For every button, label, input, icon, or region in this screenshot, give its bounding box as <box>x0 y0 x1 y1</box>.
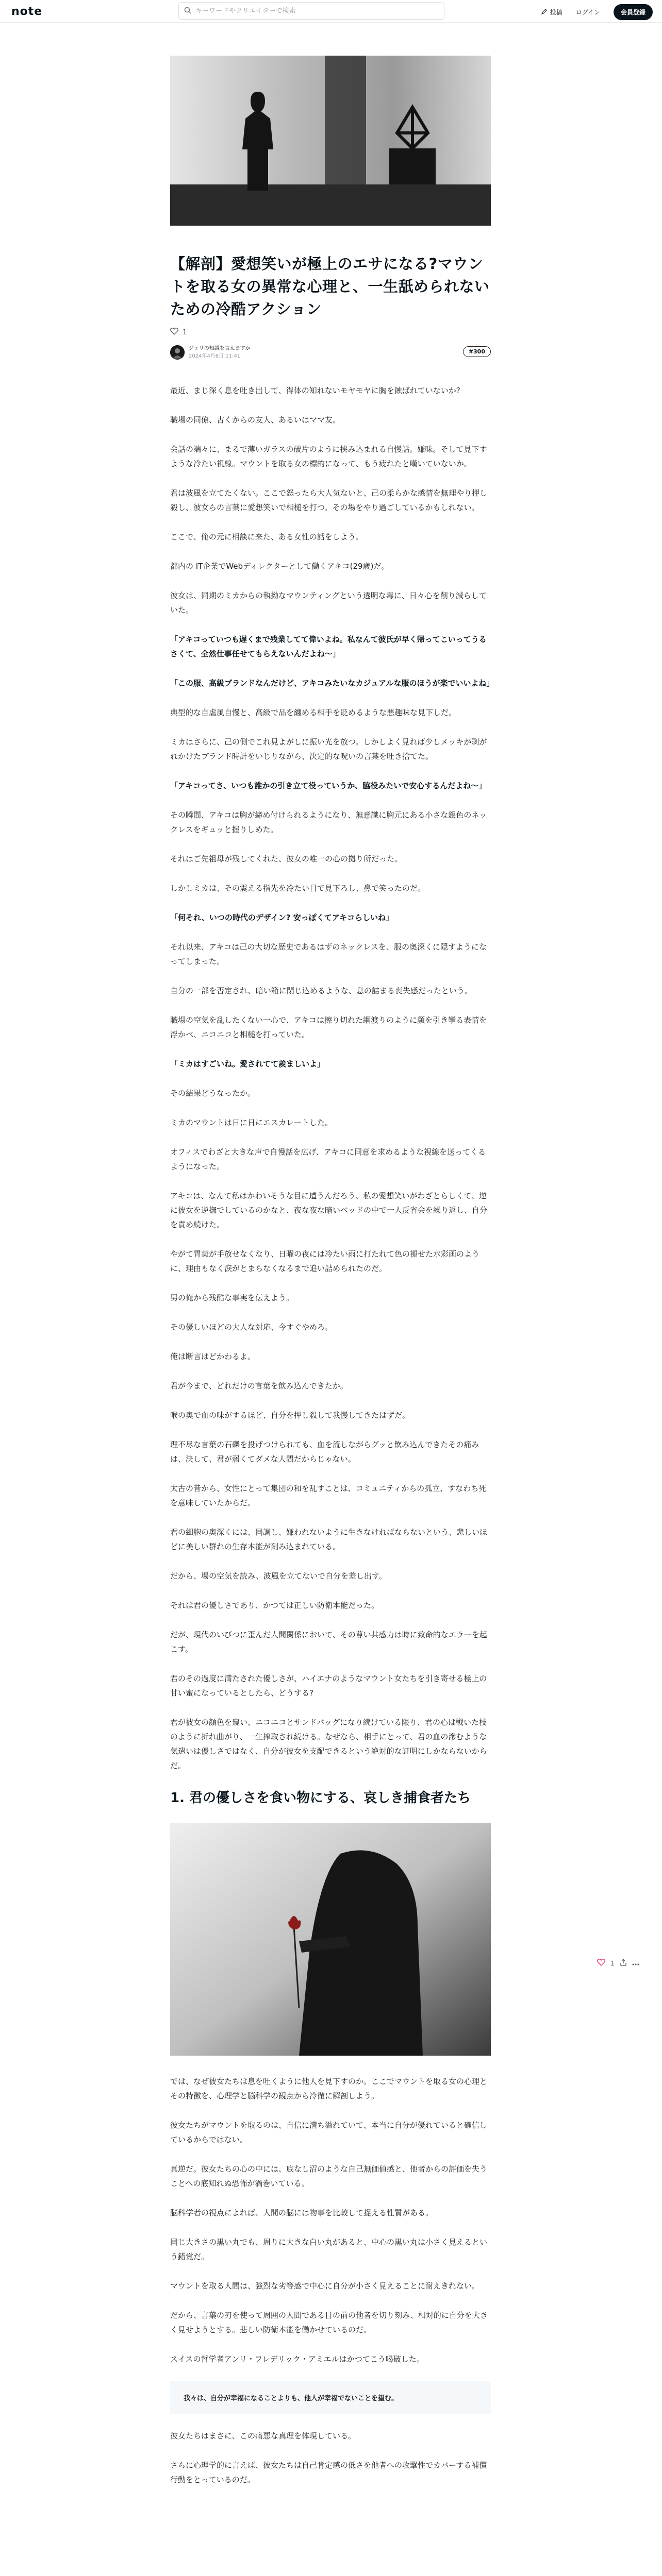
paragraph: それは君の優しさであり、かつては正しい防衛本能だった。 <box>170 1601 379 1610</box>
avatar[interactable] <box>170 345 185 360</box>
paragraph: 理不尽な言葉の石礫を投げつけられても、血を流しながらグッと飲み込んできたその痛みは、決して、君が弱くてダメな人間だからじゃない。 <box>170 1440 479 1464</box>
paragraph: 脳科学者の視点によれば、人間の脳には物事を比較して捉える性質がある。 <box>170 2208 434 2217</box>
paragraph: その瞬間、アキコは胸が締め付けられるようになり、無意識に胸元にある小さな銀色のネックレスをギュッと握りしめた。 <box>170 810 487 834</box>
author-name[interactable]: ジュリの知識を言えますか <box>189 346 251 351</box>
paragraph: 彼女は、同期のミカからの執拗なマウンティングという透明な毒に、日々心を削り減らしていた。 <box>170 591 487 615</box>
blockquote: 我々は、自分が幸福になることよりも、他人が幸福でないことを望む。 <box>170 2381 491 2414</box>
paragraph: 都内の IT企業でWebディレクターとして働くアキコ(29歳)だ。 <box>170 562 389 571</box>
section-heading: 1. 君の優しさを食い物にする、哀しき捕食者たち <box>170 1790 471 1806</box>
paragraph: スイスの哲学者アンリ・フレデリック・アミエルはかつてこう喝破した。 <box>170 2354 424 2364</box>
paragraph: 君が今まで、どれだけの言葉を飲み込んできたか。 <box>170 1381 348 1391</box>
article-title: 【解剖】愛想笑いが極上のエサになる?マウントを取る女の異常な心理と、一生舐められないための冷酷アクション <box>170 255 490 318</box>
heart-icon[interactable] <box>597 1959 605 1968</box>
paragraph: ここで、俺の元に相談に来た、ある女性の話をしよう。 <box>170 532 363 541</box>
floating-actions <box>597 1959 639 1968</box>
more-icon[interactable] <box>632 1960 639 1967</box>
paragraph: ミカのマウントは日に日にエスカレートした。 <box>170 1118 333 1127</box>
paragraph: それ以来、アキコは己の大切な歴史であるはずのネックレスを、服の奥深くに隠すようになってしまった。 <box>170 942 487 966</box>
paragraph: マウントを取る人間は、強烈な劣等感で中心に自分が小さく見えることに耐えきれない。 <box>170 2281 480 2291</box>
paragraph: だから、場の空気を読み、波風を立てないで自分を差し出す。 <box>170 1571 387 1581</box>
article-body <box>170 383 494 2487</box>
quote: 「アキコってさ、いつも誰かの引き立て役っていうか、脇役みたいで安心するんだよね〜」 <box>170 781 487 790</box>
quote: 「何それ、いつの時代のデザイン? 安っぽくてアキコらしいね」 <box>170 913 394 922</box>
publish-date: 2024年4月6日 11:41 <box>189 353 241 359</box>
paragraph: 俺は断言はどかわるよ。 <box>170 1352 256 1361</box>
post-label: 投稿 <box>550 9 562 16</box>
paragraph: ミカはさらに、己の側でこれ見よがしに振い光を放つ。しかしよく見れば少しメッキが剥がれかけたブランド時計をいじりながら、決定的な呪いの言葉を吐き捨てた。 <box>170 737 487 761</box>
paragraph: その結果どうなったか。 <box>170 1089 256 1098</box>
section-image <box>170 1823 491 2056</box>
like-count: 1 <box>183 328 187 336</box>
paragraph: 男の俺から残酷な事実を伝えよう。 <box>170 1293 294 1302</box>
paragraph: 喉の奥で血の味がするほど、自分を押し殺して我慢してきたはずだ。 <box>170 1411 410 1420</box>
post-button[interactable] <box>541 8 562 16</box>
paragraph: しかしミカは、その震える指先を冷たい目で見下ろし、鼻で笑ったのだ。 <box>170 884 426 893</box>
paragraph: 君の細胞の奥深くには、同調し、嫌われないように生きなければならないという、悲しいほどに美しい群れの生存本能が刻み込まれている。 <box>170 1528 488 1551</box>
paragraph: 職場の空気を乱したくない一心で、アキコは擦り切れた綱渡りのように顔を引き攣る表情を浮かべ、ニコニコと相槌を打っていた。 <box>170 1015 487 1039</box>
like-area <box>170 328 491 337</box>
pen-icon <box>541 8 548 16</box>
paragraph: 君のその過度に満たされた優しさが、ハイエナのようなマウント女たちを引き寄せる極上の甘い蜜になっているとしたら、どうする? <box>170 1674 487 1698</box>
paragraph: やがて胃薬が手放せなくなり、日曜の夜には冷たい雨に打たれて色の褪せた水彩画のように、理由もなく涙がとまらなくなるまで追い詰められたのだ。 <box>170 1249 480 1273</box>
price-tag[interactable]: #300 <box>463 346 491 357</box>
paragraph: では、なぜ彼女たちは息を吐くように他人を見下すのか。ここでマウントを取る女の心理とその特徴を、心理学と脳科学の観点から冷徹に解剖しよう。 <box>170 2077 488 2100</box>
login-link[interactable]: ログイン <box>575 9 600 16</box>
paragraph: その優しいほどの大人な対応、今すぐやめろ。 <box>170 1323 333 1332</box>
paragraph: 太古の昔から、女性にとって集団の和を乱すことは、コミュニティからの孤立、すなわち死を意味していたからだ。 <box>170 1484 487 1507</box>
paragraph: だから、言葉の刃を使って周囲の人間である目の前の他者を切り刻み、相対的に自分を大きく見せようとする。悲しい防衛本能を働かせているのだ。 <box>170 2311 488 2334</box>
author-row <box>170 343 491 362</box>
paragraph: 真逆だ。彼女たちの心の中には、底なし沼のような自己無価値感と、他者からの評価を失うことへの底知れぬ恐怖が渦巻いている。 <box>170 2164 488 2188</box>
article <box>170 56 494 2502</box>
paragraph: 会話の端々に、まるで薄いガラスの破片のように挟み込まれる自慢話。嫌味。そして見下すような冷たい視線。マウントを取る女の標的になって、もう疲れたと嘆いていないか。 <box>170 445 487 468</box>
search-box[interactable] <box>178 2 444 20</box>
paragraph: だが、現代のいびつに歪んだ人間関係において、その尊い共感力は時に致命的なエラーを起こす。 <box>170 1630 487 1654</box>
heart-icon[interactable] <box>170 328 178 337</box>
paragraph: さらに心理学的に言えば、彼女たちは自己肯定感の低さを他者への攻撃性でカバーする補償行動をとっているのだ。 <box>170 2461 487 2484</box>
quote: 「この服、高級ブランドなんだけど、アキコみたいなカジュアルな服のほうが楽でいいよね」 <box>170 679 494 688</box>
share-icon[interactable] <box>620 1959 627 1968</box>
signup-button[interactable]: 会員登録 <box>614 4 653 20</box>
quote: 「ミカはすごいね。愛されてて羨ましいよ」 <box>170 1059 325 1069</box>
paragraph: 最近、まじ深く息を吐き出して、得体の知れないモヤモヤに胸を蝕ばれていないか? <box>170 386 460 395</box>
paragraph: 典型的な自虐風自慢と、高級で品を纏める相手を貶めるような悪趣味な見下しだ。 <box>170 708 457 717</box>
paragraph: それはご先祖母が残してくれた、彼女の唯一の心の拠り所だった。 <box>170 854 403 863</box>
note-logo[interactable]: note <box>11 5 43 18</box>
paragraph: 君は波風を立てたくない。ここで怒ったら大人気ないと、己の柔らかな感情を無理やり押し殺し、彼女らの言葉に愛想笑いで相槌を打つ。その場をやり過ごしているかもしれない。 <box>170 488 488 512</box>
hero-image <box>170 56 491 226</box>
paragraph: アキコは、なんて私はかわいそうな目に遭うんだろう、私の愛想笑いがわざとらしくて、逆に彼女を逆撫でしているのかなと、夜な夜な暗いベッドの中で一人反省会を繰り返し、自分を責め続けた。 <box>170 1191 488 1229</box>
paragraph: 職場の同僚、古くからの友人、あるいはママ友。 <box>170 415 341 425</box>
side-like-count: 1 <box>610 1959 615 1967</box>
paragraph: 同じ大きさの黒い丸でも、周りに大きな白い丸があると、中心の黒い丸は小さく見えるという錯覚だ。 <box>170 2238 488 2261</box>
paragraph: オフィスでわざと大きな声で自慢話を広げ、アキコに同意を求めるような視線を送ってくるようになった。 <box>170 1147 486 1171</box>
quote: 「アキコっていつも遅くまで残業してて偉いよね。私なんて彼氏が早く帰ってこいってうるさくて、全然仕事任せてもらえないんだよね〜」 <box>170 635 487 658</box>
paragraph: 君が彼女の顔色を窺い、ニコニコとサンドバッグになり続けている限り、君の心は戦いた枝のように折れ曲がり、一生搾取され続ける。なぜなら、相手にとって、君の血の滲むような気遣いは優しさではなく、自分が彼女を支配できるという絶対的な証明にしかならないからだ。 <box>170 1718 487 1770</box>
global-header <box>0 0 662 23</box>
paragraph: 彼女たちはまさに、この痛悪な真理を体現している。 <box>170 2431 356 2441</box>
search-input[interactable] <box>195 7 433 15</box>
paragraph: 彼女たちがマウントを取るのは、自信に満ち溢れていて、本当に自分が優れていると確信しているからではない。 <box>170 2121 487 2144</box>
paragraph: 自分の一部を否定され、暗い箱に閉じ込めるような、息の詰まる喪失感だったという。 <box>170 986 472 995</box>
search-icon <box>184 6 191 16</box>
